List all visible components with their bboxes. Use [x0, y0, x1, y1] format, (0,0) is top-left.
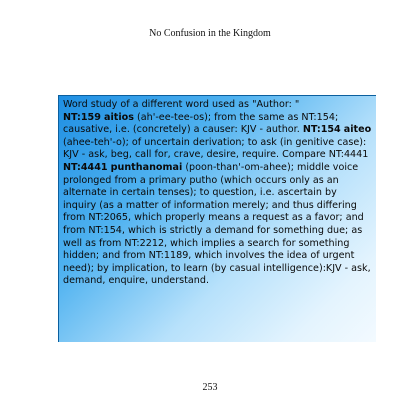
page-number: 253	[202, 382, 218, 393]
greek-word-punthanomai: punthanomai	[110, 161, 183, 173]
strongs-ref-154: NT:154	[302, 124, 341, 136]
word-study-box	[58, 95, 376, 342]
page-header-title: No Confusion in the Kingdom	[149, 28, 271, 39]
greek-word-aitios: aitios	[103, 111, 134, 123]
greek-word-aiteo: aiteo	[343, 124, 372, 136]
definition-aitios: (ah'-ee-tee-os); from the same as NT:154; causative, i.e. (concretely) a causer: KJV - author.	[63, 111, 339, 136]
study-intro: Word study of a different word used as "Author: "	[63, 99, 300, 110]
definition-aiteo: (ahee-teh'-o); of uncertain derivation; to ask (in genitive case): KJV - ask, beg, call for, crave, desire, require. Compare NT:4441	[63, 136, 369, 161]
definition-punthanomai: (poon-than'-om-ahee); middle voice prolonged from a primary putho (which occurs only as an alternate in certain tenses); to question, i.e. ascertain by inquiry (as a matter of information merely; and thus differing from NT:2065, which properly means a request as a favor; and from NT:154, which is strictly a demand for something due; as well as from NT:2212, which implies a search for something hidden; and from NT:1189, which involves the idea of urgent need); by implication, to learn (by casual intelligence):KJV - ask, demand, enquire, understand.	[63, 161, 371, 287]
strongs-ref-4441: NT:4441	[63, 161, 108, 173]
word-study-text	[63, 99, 372, 288]
strongs-ref-159: NT:159	[63, 111, 101, 123]
